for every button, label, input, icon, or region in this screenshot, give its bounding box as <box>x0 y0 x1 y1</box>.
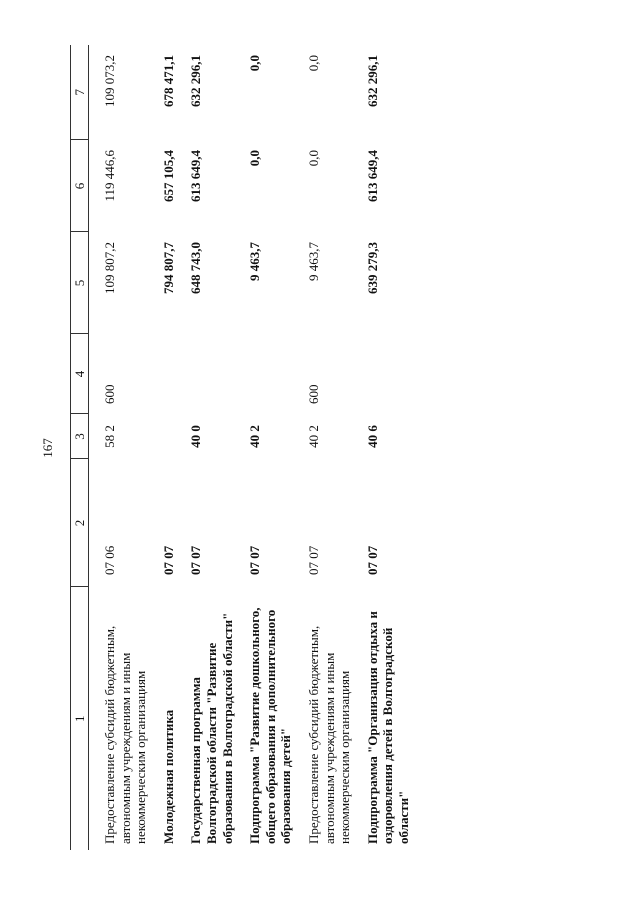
row-name: Предоставление субсидий бюджетным, автономным учреждениям и иным некоммерческим организациям <box>305 625 353 844</box>
row-name: Предоставление субсидий бюджетным, автономным учреждениям и иным некоммерческим организациям <box>102 625 149 844</box>
expense-type: 600 <box>102 384 117 404</box>
page-number: 167 <box>40 438 55 458</box>
table-row <box>353 45 412 850</box>
row-name: Молодежная политика <box>160 709 176 844</box>
target-code <box>149 414 177 459</box>
column-header-4: 4 <box>71 334 89 414</box>
table-row <box>294 45 353 850</box>
column-header-3: 3 <box>71 414 89 459</box>
value-col-7: 632 296,1 <box>188 55 204 107</box>
expense-type <box>149 334 177 414</box>
value-col-6: 0,0 <box>305 150 321 167</box>
column-header-1: 1 <box>71 587 89 850</box>
target-code: 40 2 <box>247 425 263 448</box>
target-code: 58 2 <box>102 425 117 448</box>
target-code: 40 0 <box>188 425 204 448</box>
column-header-7: 7 <box>71 45 89 140</box>
table-header-row <box>71 45 89 850</box>
column-header-6: 6 <box>71 140 89 232</box>
value-col-5: 9 463,7 <box>247 242 263 281</box>
value-col-7: 0,0 <box>305 55 321 72</box>
target-code: 40 2 <box>305 425 321 448</box>
budget-table <box>70 45 412 850</box>
expense-type <box>235 334 294 414</box>
column-header-5: 5 <box>71 232 89 334</box>
row-name: Государственная программа Волгоградской области "Развитие образования в Волгоградской области" <box>188 612 235 844</box>
value-col-5: 639 279,3 <box>364 242 380 294</box>
value-col-6: 613 649,4 <box>364 150 380 202</box>
value-col-7: 678 471,1 <box>160 55 176 107</box>
expense-type: 600 <box>305 384 321 404</box>
row-name: Подпрограмма "Организация отдыха и оздоровления детей в Волгоградской области" <box>364 611 411 844</box>
budget-table-container <box>70 45 580 850</box>
value-col-6: 0,0 <box>247 150 263 167</box>
section-code: 07 07 <box>188 545 204 575</box>
table-row <box>149 45 177 850</box>
section-code: 07 06 <box>102 545 117 575</box>
expense-type <box>353 334 412 414</box>
column-header-2: 2 <box>71 459 89 587</box>
value-col-5: 794 807,7 <box>160 242 176 294</box>
section-code: 07 07 <box>247 545 263 575</box>
value-col-6: 119 446,6 <box>102 150 117 202</box>
value-col-5: 648 743,0 <box>188 242 204 294</box>
value-col-6: 613 649,4 <box>188 150 204 202</box>
table-row <box>176 45 235 850</box>
section-code: 07 07 <box>160 545 176 575</box>
value-col-7: 632 296,1 <box>364 55 380 107</box>
table-row <box>235 45 294 850</box>
value-col-5: 109 807,2 <box>102 242 117 294</box>
row-name: Подпрограмма "Развитие дошкольного, общего образования и дополнительного образования детей" <box>247 607 294 844</box>
section-code: 07 07 <box>364 545 380 575</box>
target-code: 40 6 <box>364 425 380 448</box>
expense-type <box>176 334 235 414</box>
section-code: 07 07 <box>305 545 321 575</box>
value-col-7: 109 073,2 <box>102 55 117 107</box>
value-col-5: 9 463,7 <box>305 242 321 281</box>
value-col-7: 0,0 <box>247 55 263 72</box>
table-row <box>89 45 149 850</box>
value-col-6: 657 105,4 <box>160 150 176 202</box>
